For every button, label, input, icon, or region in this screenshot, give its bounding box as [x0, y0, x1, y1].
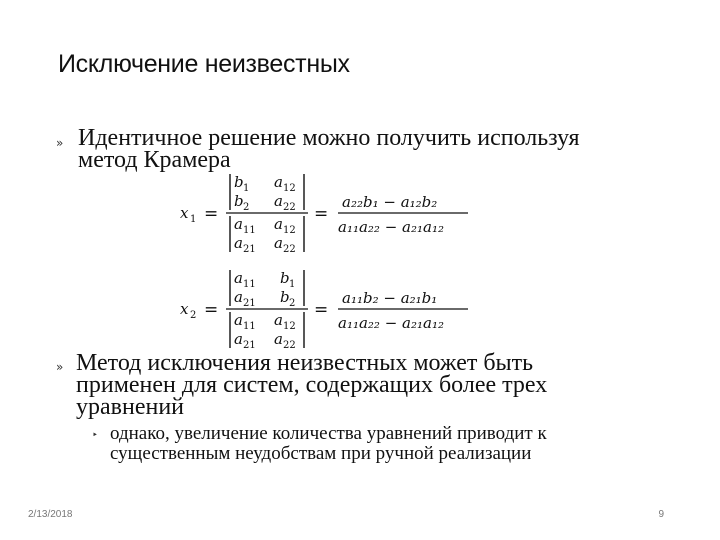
cramer-formula-x2	[178, 266, 478, 350]
svg-text:a: a	[234, 288, 243, 306]
svg-text:21: 21	[243, 340, 256, 351]
svg-text:a: a	[234, 269, 243, 287]
f1-eq-1: =	[204, 204, 219, 224]
f1-lhs: x	[180, 204, 189, 222]
bullet-2-line-2: применен для систем, содержащих более трех	[76, 372, 548, 398]
bullet-1-line-1: Идентичное решение можно получить используя	[78, 125, 580, 151]
f1-n-r2c2: a	[274, 192, 283, 210]
svg-text:x	[180, 300, 189, 318]
svg-text:22: 22	[283, 202, 296, 213]
svg-text:a: a	[234, 311, 243, 329]
f1-lhs-sub: 1	[190, 214, 197, 225]
bullet-2-line-1: Метод исключения неизвестных может быть	[76, 350, 534, 376]
f1-eq-2: =	[314, 204, 329, 224]
svg-text:x	[180, 204, 189, 222]
sub-bullet-line-2: существенным неудобствам при ручной реализации	[110, 443, 532, 464]
cramer-formula-x1	[178, 170, 478, 254]
page-number: 9	[658, 509, 664, 520]
f2-lhs: x	[180, 300, 189, 318]
svg-text:a: a	[274, 330, 283, 348]
f1-n-r1c2: a	[274, 173, 283, 191]
f1-n-r2c1: b	[234, 192, 244, 210]
footer-date: 2/13/2018	[28, 509, 73, 520]
svg-text:11: 11	[243, 225, 256, 236]
svg-text:12: 12	[283, 183, 296, 194]
bullet-2-text	[76, 352, 547, 418]
svg-text:a: a	[234, 215, 243, 233]
svg-text:12: 12	[283, 321, 296, 332]
svg-text:b: b	[280, 288, 290, 306]
svg-text:11: 11	[243, 321, 256, 332]
svg-text:1: 1	[243, 183, 250, 194]
svg-text:a: a	[274, 215, 283, 233]
f1-result-numerator: a₂₂b₁ − a₁₂b₂	[342, 193, 438, 211]
svg-text:2: 2	[243, 202, 250, 213]
svg-text:2: 2	[289, 298, 296, 309]
f1-n-r1c1: b	[234, 173, 244, 191]
f2-eq-2: =	[314, 300, 329, 320]
svg-text:12: 12	[283, 225, 296, 236]
svg-text:b: b	[280, 269, 290, 287]
f2-result-denominator: a₁₁a₂₂ − a₂₁a₁₂	[338, 314, 444, 332]
f2-eq-1: =	[204, 300, 219, 320]
bullet-1-text	[78, 127, 580, 171]
svg-text:21: 21	[243, 298, 256, 309]
svg-text:21: 21	[243, 244, 256, 255]
sub-bullet-text	[110, 424, 547, 464]
bullet-2-line-3: уравнений	[76, 394, 185, 420]
bullet-marker-2: »	[56, 360, 64, 374]
sub-bullet-marker: ‣	[92, 430, 98, 441]
sub-bullet-line-1: однако, увеличение количества уравнений приводит к	[110, 423, 547, 444]
svg-text:a: a	[274, 311, 283, 329]
f2-result-numerator: a₁₁b₂ − a₂₁b₁	[342, 289, 438, 307]
f1-result-denominator: a₁₁a₂₂ − a₂₁a₁₂	[338, 218, 444, 236]
svg-text:22: 22	[283, 244, 296, 255]
svg-text:a: a	[234, 234, 243, 252]
slide-title: Исключение неизвестных	[58, 50, 350, 78]
f2-lhs-sub: 2	[190, 310, 197, 321]
bullet-1-line-2: метод Крамера	[78, 147, 231, 173]
svg-text:1: 1	[289, 279, 296, 290]
svg-text:a: a	[234, 330, 243, 348]
svg-text:11: 11	[243, 279, 256, 290]
svg-text:22: 22	[283, 340, 296, 351]
bullet-marker: »	[56, 136, 64, 150]
svg-text:a: a	[274, 234, 283, 252]
